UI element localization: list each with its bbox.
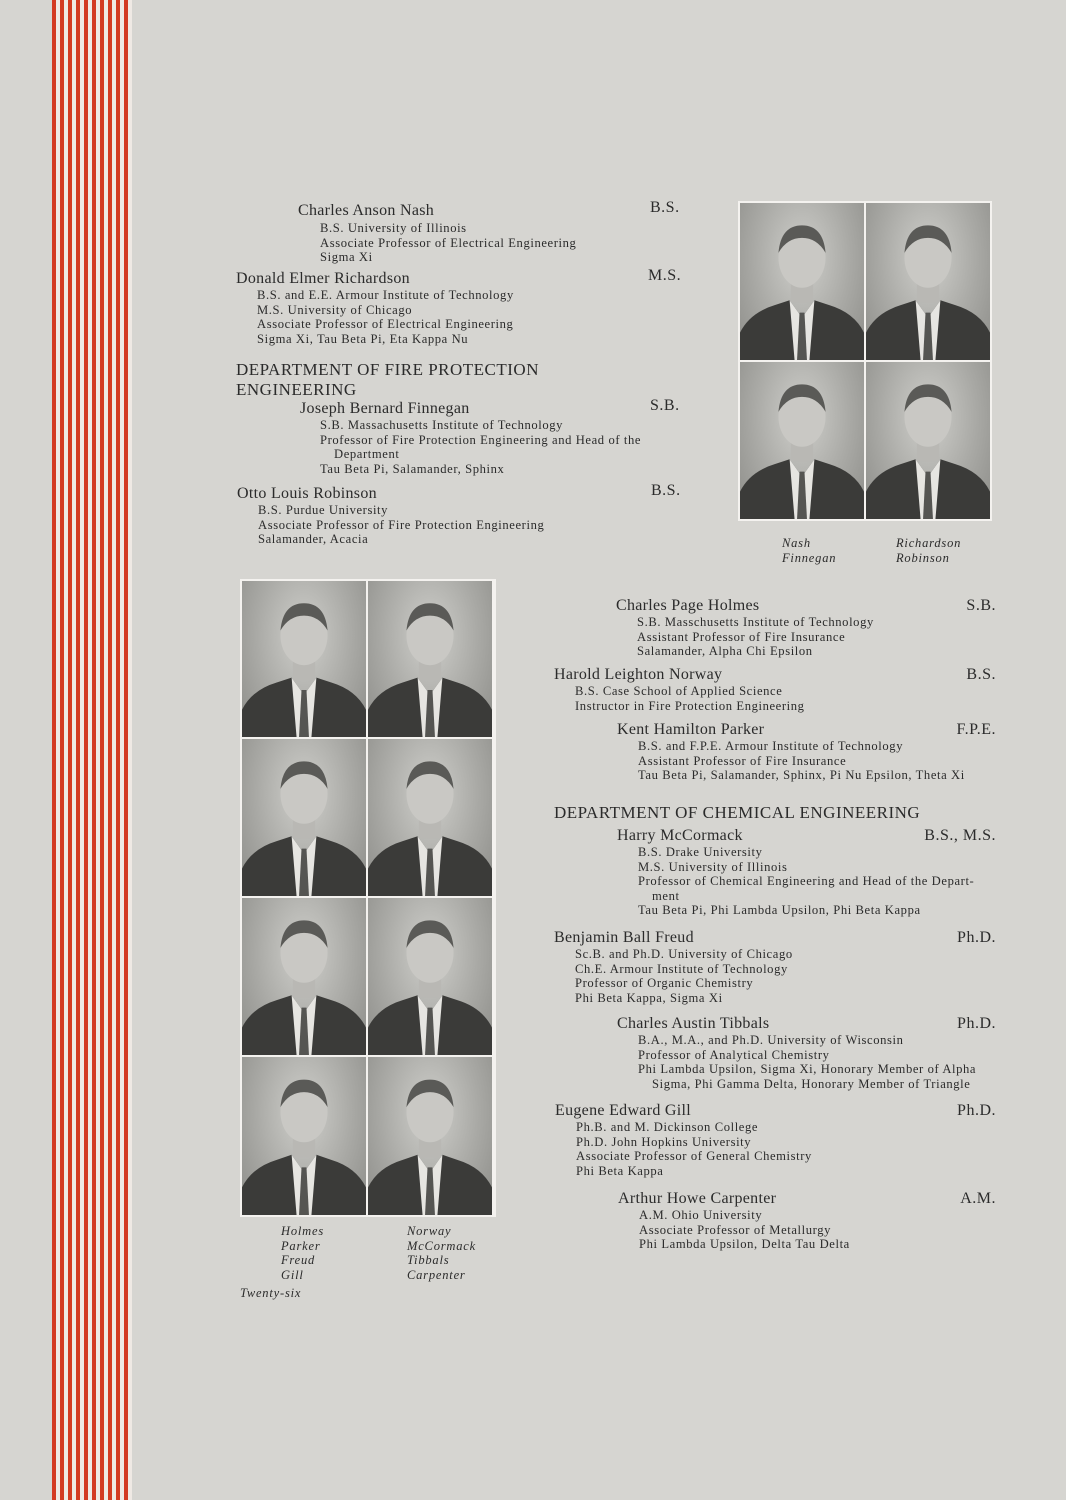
entry-detail: Professor of Chemical Engineering and Head of the Depart- bbox=[638, 874, 975, 889]
entry-mccormack bbox=[617, 827, 996, 918]
photo-caption-top-left bbox=[782, 536, 836, 565]
entry-degree: M.S. bbox=[648, 267, 682, 284]
entry-degree: F.P.E. bbox=[956, 721, 996, 738]
entry-detail: Instructor in Fire Protection Engineering bbox=[575, 698, 805, 713]
entry-detail: Assistant Professor of Fire Insurance bbox=[638, 753, 847, 768]
entry-name: Joseph Bernard Finnegan bbox=[300, 400, 470, 417]
entry-holmes bbox=[616, 597, 996, 659]
portrait-photo bbox=[740, 362, 864, 519]
entry-detail: Sigma Xi, Tau Beta Pi, Eta Kappa Nu bbox=[257, 331, 469, 346]
caption-name: Parker bbox=[281, 1238, 321, 1253]
entry-detail: A.M. Ohio University bbox=[639, 1208, 763, 1222]
entry-degree: A.M. bbox=[960, 1190, 996, 1207]
entry-richardson bbox=[236, 267, 682, 346]
entry-name: Charles Anson Nash bbox=[298, 202, 435, 219]
portrait-silhouette bbox=[368, 1057, 492, 1215]
portrait-photo bbox=[866, 362, 990, 519]
caption-name: Norway bbox=[407, 1224, 452, 1238]
entry-name: Charles Page Holmes bbox=[616, 597, 760, 614]
caption-name: Freud bbox=[281, 1253, 316, 1267]
portrait-photo bbox=[242, 1057, 366, 1215]
entry-name: Otto Louis Robinson bbox=[237, 485, 377, 502]
entry-nash bbox=[298, 199, 680, 265]
entry-name: Eugene Edward Gill bbox=[555, 1102, 692, 1119]
portrait-silhouette bbox=[740, 362, 864, 519]
entry-detail: ment bbox=[652, 888, 680, 903]
entry-freud bbox=[554, 929, 996, 1005]
entry-detail: Phi Lambda Upsilon, Sigma Xi, Honorary Member of Alpha bbox=[638, 1062, 977, 1077]
entry-name: Donald Elmer Richardson bbox=[236, 270, 410, 287]
photo-caption-top-right bbox=[896, 536, 961, 565]
entry-detail: Professor of Organic Chemistry bbox=[575, 976, 754, 991]
entry-robinson bbox=[237, 482, 681, 547]
entry-degree: S.B. bbox=[650, 397, 680, 414]
portrait-photo bbox=[368, 898, 492, 1055]
caption-name: Nash bbox=[782, 536, 811, 550]
portrait-silhouette bbox=[242, 1057, 366, 1215]
portrait-silhouette bbox=[242, 739, 366, 896]
portrait-silhouette bbox=[242, 581, 366, 737]
entry-degree: B.S. bbox=[651, 482, 681, 499]
caption-name: Carpenter bbox=[407, 1267, 466, 1282]
entry-degree: Ph.D. bbox=[957, 1015, 996, 1032]
entry-detail: Tau Beta Pi, Salamander, Sphinx, Pi Nu Epsilon, Theta Xi bbox=[638, 768, 965, 783]
entry-detail: Sigma Xi bbox=[320, 250, 373, 265]
entry-tibbals bbox=[617, 1015, 996, 1091]
entry-degree: B.S. bbox=[966, 666, 996, 683]
portrait-silhouette bbox=[242, 898, 366, 1055]
portrait-silhouette bbox=[368, 739, 492, 896]
entry-detail: S.B. Masschusetts Institute of Technology bbox=[637, 615, 874, 629]
entry-name: Kent Hamilton Parker bbox=[617, 721, 765, 738]
entry-carpenter bbox=[618, 1190, 996, 1252]
portrait-silhouette bbox=[368, 898, 492, 1055]
entry-detail: Assistant Professor of Fire Insurance bbox=[637, 629, 846, 644]
portrait-photo bbox=[242, 581, 366, 737]
entry-detail: Phi Beta Kappa, Sigma Xi bbox=[575, 990, 723, 1005]
entry-finnegan bbox=[300, 397, 680, 476]
entry-detail: Professor of Analytical Chemistry bbox=[638, 1047, 830, 1062]
entry-degree: Ph.D. bbox=[957, 929, 996, 946]
entry-detail: Phi Lambda Upsilon, Delta Tau Delta bbox=[639, 1237, 850, 1252]
photo-caption-bottom-right bbox=[407, 1224, 476, 1282]
entry-detail: Professor of Fire Protection Engineering and Head of the bbox=[320, 432, 642, 447]
entry-detail: B.S. and F.P.E. Armour Institute of Technology bbox=[638, 739, 904, 753]
entry-detail: Department bbox=[334, 447, 400, 462]
entry-detail: Phi Beta Kappa bbox=[576, 1163, 664, 1178]
entry-gill bbox=[555, 1102, 996, 1178]
entry-detail: Salamander, Alpha Chi Epsilon bbox=[637, 644, 813, 659]
department-heading-chemical: DEPARTMENT OF CHEMICAL ENGINEERING bbox=[554, 803, 921, 822]
portrait-photo bbox=[740, 203, 864, 360]
entry-degree: Ph.D. bbox=[957, 1102, 996, 1119]
entry-detail: B.A., M.A., and Ph.D. University of Wisconsin bbox=[638, 1033, 904, 1047]
entry-detail: B.S. Case School of Applied Science bbox=[575, 684, 783, 698]
portrait-silhouette bbox=[368, 581, 492, 737]
entry-detail: B.S. and E.E. Armour Institute of Technology bbox=[257, 288, 514, 302]
department-heading-fire bbox=[236, 360, 676, 400]
portrait-photo bbox=[368, 739, 492, 896]
entry-detail: Tau Beta Pi, Phi Lambda Upsilon, Phi Beta Kappa bbox=[638, 903, 921, 918]
caption-name: Richardson bbox=[896, 536, 962, 550]
entry-name: Benjamin Ball Freud bbox=[554, 929, 694, 946]
entry-detail: S.B. Massachusetts Institute of Technology bbox=[320, 418, 564, 432]
caption-name: Gill bbox=[281, 1267, 304, 1282]
entry-detail: Associate Professor of Metallurgy bbox=[639, 1222, 831, 1237]
entry-detail: B.S. Purdue University bbox=[258, 503, 389, 517]
entry-detail: Associate Professor of Fire Protection Engineering bbox=[258, 517, 545, 532]
heading-line: DEPARTMENT OF FIRE PROTECTION bbox=[236, 360, 539, 379]
entry-detail: Associate Professor of General Chemistry bbox=[576, 1149, 812, 1164]
entry-degree: B.S., M.S. bbox=[924, 827, 996, 844]
portrait-photo bbox=[368, 1057, 492, 1215]
entry-detail: Sc.B. and Ph.D. University of Chicago bbox=[575, 947, 793, 961]
decorative-stripe-border bbox=[52, 0, 132, 1500]
entry-detail: Associate Professor of Electrical Engineering bbox=[320, 235, 577, 250]
entry-detail: Ph.B. and M. Dickinson College bbox=[576, 1120, 759, 1134]
portrait-silhouette bbox=[866, 203, 990, 360]
caption-name: Finnegan bbox=[782, 550, 837, 565]
caption-name: Tibbals bbox=[407, 1253, 450, 1267]
portrait-photo bbox=[368, 581, 492, 737]
entry-detail: B.S. Drake University bbox=[638, 845, 763, 859]
photo-caption-bottom-left bbox=[281, 1224, 324, 1282]
entry-name: Arthur Howe Carpenter bbox=[618, 1190, 777, 1207]
entry-detail: M.S. University of Illinois bbox=[638, 859, 788, 874]
portrait-silhouette bbox=[740, 203, 864, 360]
portrait-silhouette bbox=[866, 362, 990, 519]
entry-degree: S.B. bbox=[966, 597, 996, 614]
heading-line: ENGINEERING bbox=[236, 380, 357, 399]
entry-degree: B.S. bbox=[650, 199, 680, 216]
portrait-photo bbox=[242, 739, 366, 896]
caption-name: Robinson bbox=[896, 550, 950, 565]
entry-parker bbox=[617, 721, 996, 783]
entry-detail: Associate Professor of Electrical Engineering bbox=[257, 317, 514, 332]
entry-detail: Salamander, Acacia bbox=[258, 532, 369, 547]
portrait-photo bbox=[866, 203, 990, 360]
portrait-photo bbox=[242, 898, 366, 1055]
entry-norway bbox=[554, 666, 996, 713]
entry-detail: Sigma, Phi Gamma Delta, Honorary Member of Triangle bbox=[652, 1076, 971, 1091]
entry-name: Charles Austin Tibbals bbox=[617, 1015, 770, 1032]
faculty-photo-grid-top bbox=[738, 201, 992, 521]
entry-detail: Tau Beta Pi, Salamander, Sphinx bbox=[320, 461, 505, 476]
faculty-photo-grid-bottom bbox=[240, 579, 496, 1217]
page-number: Twenty-six bbox=[240, 1286, 302, 1300]
entry-detail: Ch.E. Armour Institute of Technology bbox=[575, 961, 788, 976]
entry-detail: B.S. University of Illinois bbox=[320, 221, 467, 235]
entry-detail: M.S. University of Chicago bbox=[257, 302, 413, 317]
entry-name: Harold Leighton Norway bbox=[554, 666, 723, 683]
entry-name: Harry McCormack bbox=[617, 827, 743, 844]
caption-name: McCormack bbox=[407, 1238, 476, 1253]
caption-name: Holmes bbox=[281, 1224, 324, 1238]
entry-detail: Ph.D. John Hopkins University bbox=[576, 1134, 752, 1149]
